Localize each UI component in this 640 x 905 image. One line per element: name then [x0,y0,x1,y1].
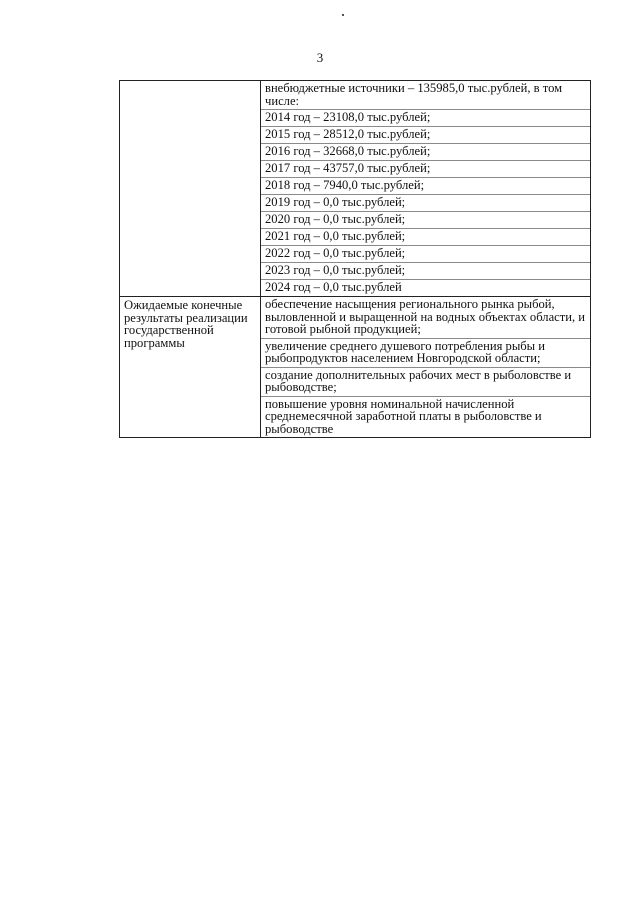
results-label-cell [120,297,261,438]
financing-value-cell [261,81,591,297]
financing-year-2024: 2024 год – 0,0 тыс.рублей [265,280,402,294]
financing-year-2017: 2017 год – 43757,0 тыс.рублей; [261,161,590,178]
financing-label-cell [120,81,261,297]
financing-intro: внебюджетные источники – 135985,0 тыс.рублей, в том числе: [261,81,590,110]
financing-year-2020: 2020 год – 0,0 тыс.рублей; [261,212,590,229]
financing-year-2016: 2016 год – 32668,0 тыс.рублей; [261,144,590,161]
result-item-wages: повышение уровня номинальной начисленной среднемесячной заработной платы в рыболовстве и рыбоводстве [265,396,542,436]
page-number: 3 [316,50,324,65]
result-item-consumption: увеличение среднего душевого потребления рыбы и рыбопродуктов населением Новгородской области; [261,339,590,368]
financing-year-2022: 2022 год – 0,0 тыс.рублей; [261,246,590,263]
financing-year-2023: 2023 год – 0,0 тыс.рублей; [261,263,590,280]
financing-year-2014: 2014 год – 23108,0 тыс.рублей; [261,110,590,127]
financing-year-2015: 2015 год – 28512,0 тыс.рублей; [261,127,590,144]
results-row [120,297,591,438]
financing-year-2021: 2021 год – 0,0 тыс.рублей; [261,229,590,246]
program-passport-table [119,80,591,438]
result-item-market: обеспечение насыщения регионального рынка рыбой, выловленной и выращенной на водных объектах области, и готовой рыбной продукцией; [261,297,590,339]
financing-year-2019: 2019 год – 0,0 тыс.рублей; [261,195,590,212]
result-item-jobs: создание дополнительных рабочих мест в рыболовстве и рыбоводстве; [261,368,590,397]
financing-year-2018: 2018 год – 7940,0 тыс.рублей; [261,178,590,195]
scan-mark [342,14,344,16]
results-value-cell [261,297,591,438]
results-label: Ожидаемые конечные результаты реализации государственной программы [124,298,248,350]
financing-row [120,81,591,297]
